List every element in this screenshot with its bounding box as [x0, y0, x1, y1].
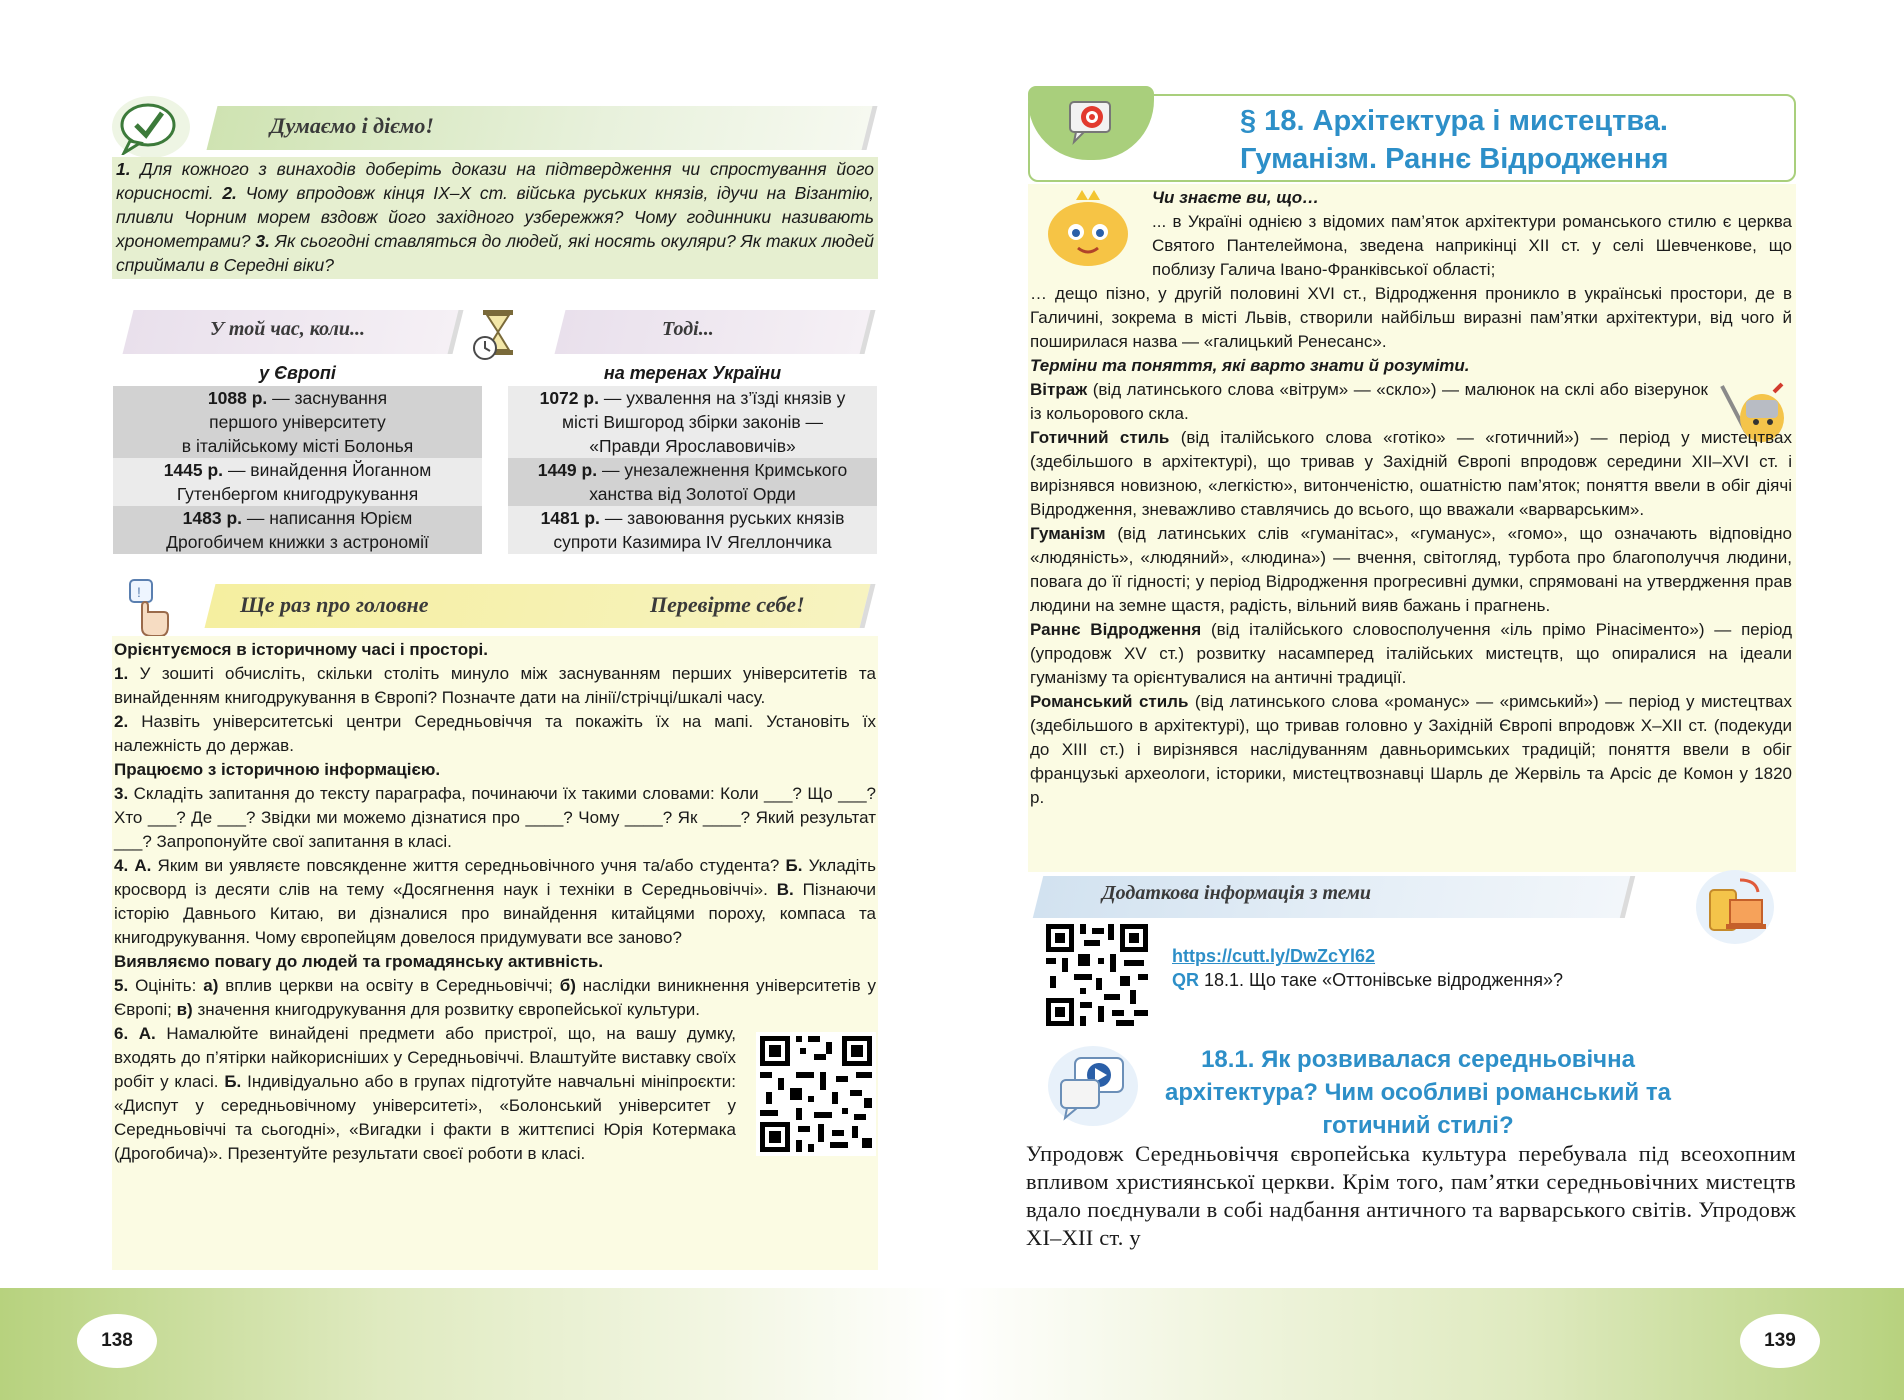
- resource-link[interactable]: https://cutt.ly/DwZcYl62: [1172, 946, 1376, 966]
- qr-code-left[interactable]: [756, 1032, 876, 1156]
- timeline-right-ribbon: [555, 310, 876, 354]
- think-header: Думаємо і діємо!: [270, 113, 434, 138]
- think-text-box: [112, 157, 878, 279]
- did-you-know-item: ... в Україні однією з відомих пам’яток архітектури романського стилю є церква Святого Пантелеймона, зведена наприкінці XII ст. у селі Шевченкове, що поблизу Галича Івано-Франківської області;: [1152, 212, 1792, 279]
- europe-heading: у Європі: [259, 363, 336, 383]
- question-6: 6. А. Намалюйте винайдені предмети або пристрої, що, на вашу думку, входять до п’ятірки найкорисніших у Середньовіччі. Влаштуйте виставку своїх робіт у класі. Б. Індивідуально або в групах підготуйте навчальні мініпроєкти: «Диспут у середньовічному університеті», «Болонський університет у Середньовіччі та сьогодні», «Вигадки і факти в життєписі Юрія Котермака (Дрогобича)». Презентуйте результати своєї роботи в класі.: [114, 1022, 876, 1166]
- term-item: Готичний стиль (від італійського слова «готіко» — «готичний») — період у мистецтвах (здебільшого в архітектурі), що тривав у Західній Європі впродовж середини XII–XVI ст. і вирізнявся новизною, «легкістю», витонченістю, ошатністю пам’яток; поняття ввели в обіг діячі Відродження, зневажливо ставлячись до всього, що вважали «варварським».: [1030, 428, 1792, 519]
- think-text: 1. Для кожного з винаходів доберіть докази на підтвердження чи спростування його корисності. 2. Чому впродовж кінця IX–X ст. війська руських князів, ідучи на Візантію, пливли Чорним морем вздовж його західного узбережжя? Чому годинники називають хронометрами? 3. Як сьогодні ставляться до людей, які носять окуляри? Як таких людей сприймали в Середні віки?: [116, 159, 874, 275]
- term-item: Гуманізм (від латинських слів «гуманітас», «гуманус», «гомо», що означають відповідно «людяність», «людяний», «людина») — вчення, світогляд, турбота про благополуччя людини, повага до її гідності; у період Відродження прогресивні думки, спрямовані на утвердження прав людини на земне щастя, радість, вільний вияв бажань і прагнень.: [1030, 524, 1792, 615]
- timeline-right-header: Тоді...: [662, 318, 714, 340]
- right-page: [952, 0, 1904, 1400]
- body-text: Упродовж Середньовіччя європейська культура перебувала під всеохопним впливом християнської церкви. Крім того, пам’ятки середньовічних мистецтв вдало поєднували в собі надбання античного та варварського світів. Упродовж XI–XII ст. у: [1026, 1141, 1796, 1250]
- term-item: Романський стиль (від латинського слова «романус» — «римський») — період у мистецтвах (здебільшого в архітектурі), що тривав головно у Західній Європі впродовж X–XII ст. (подекуди до XIII ст.) і вирізнявся наслідуванням давньоримських традицій; поняття ввели в обіг французькі археологи, історики, мистецтвознавці Шарль де Жервіль та Арсіс де Комон у 1820 р.: [1030, 692, 1793, 807]
- term-item: Вітраж (від латинського слова «вітрум» — «скло») — малюнок на склі або візерунок із кольорового скла.: [1030, 380, 1708, 423]
- europe-event: 1445 р. — винайдення Йоганном Гутенбергом книгодрукування: [113, 458, 482, 506]
- princess-mascot-icon: [1036, 186, 1140, 276]
- extra-info-header: Додаткова інформація з теми: [1102, 882, 1372, 904]
- review-header: Ще раз про головне: [240, 592, 429, 617]
- question-1: 1. У зошиті обчисліть, скільки століть минуло між заснуванням перших університетів та винайденням книгодрукування в Європі? Позначте дати на лінії/стрічці/шкалі часу.: [114, 664, 876, 707]
- review-heading-2: Працюємо з історичною інформацією.: [114, 760, 441, 779]
- review-box: [112, 636, 878, 1270]
- left-footer: [0, 1288, 952, 1400]
- right-footer: [952, 1288, 1904, 1400]
- laptop-phone-icon: [1696, 870, 1774, 944]
- ukraine-event: 1072 р. — ухвалення на з’їзді князів у місті Вишгород збірки законів — «Правди Ярославовичів»: [508, 386, 877, 458]
- did-you-know: [1152, 186, 1792, 282]
- qr-caption: QR 18.1. Що таке «Оттонівське відродження»?: [1172, 970, 1564, 990]
- term-item: Раннє Відродження (від італійського словосполучення «іль прімо Рінасіменто») — період (упродовж XV ст.) розвитку насамперед італійських мистецтв, що опиралися на ідеали гуманізму та орієнтувалися на античні традиції.: [1030, 620, 1792, 687]
- ukraine-event: 1481 р. — завоювання руських князів супроти Казимира IV Ягеллончика: [508, 506, 877, 554]
- europe-event: 1483 р. — написання Юрієм Дрогобичем книжки з астрономії: [113, 506, 482, 554]
- question-3: 3. Складіть запитання до тексту параграфа, починаючи їх такими словами: Коли ___? Що ___? Хто ___? Де ___? Звідки ми можемо дізнатися про ____? Чому ____? Як ____? Який результат ___? Запропонуйте свої запитання в класі.: [114, 784, 876, 851]
- check-header: Перевірте себе!: [650, 592, 805, 617]
- hourglass-clock-icon: [466, 304, 528, 364]
- ukraine-heading: на теренах України: [603, 363, 782, 383]
- chapter-title: § 18. Архітектура і мистецтва. Гуманізм. Раннє Відродження: [1240, 105, 1669, 175]
- qr-code-right[interactable]: [1044, 922, 1150, 1028]
- target-chat-icon: [1060, 94, 1122, 150]
- question-5: 5. Оцініть: а) вплив церкви на освіту в Середньовіччі; б) наслідки виникнення університетів у Європі; в) значення книгодрукування для розвитку європейської культури.: [114, 976, 877, 1019]
- section-title: 18.1. Як розвивалася середньовічна архітектура? Чим особливі романський та готичний стилі?: [1165, 1046, 1671, 1139]
- did-you-know-item: … дещо пізно, у другій половині XVI ст., Відродження проникло в українські простори, де в Галичині, зокрема в місті Львів, створили найбільш виразні пам’ятки архітектури, від чого й поширилася назва — «галицький Ренесанс».: [1030, 284, 1792, 351]
- svg-text:!: !: [137, 584, 141, 600]
- question-2: 2. Назвіть університетські центри Середньовіччя та покажіть їх на мапі. Установіть їх належність до держав.: [114, 712, 876, 755]
- question-4: 4. А. Яким ви уявляєте повсякденне життя середньовічного учня та/або студента? Б. Укладіть кросворд із десяти слів на тему «Досягнення наук і техніки в Середньовіччі». В. Пізнаючи історію Давнього Китаю, ви дізналися про винайдення китайцями пороху, компаса та книгодрукування. Чому європейцям довелося придумувати все заново?: [114, 856, 876, 947]
- review-heading-1: Орієнтуємося в історичному часі і просторі.: [114, 640, 488, 659]
- terms-title: Терміни та поняття, які варто знати й розуміти.: [1030, 356, 1470, 375]
- did-you-know-title: Чи знаєте ви, що…: [1152, 188, 1320, 207]
- page-number: 139: [1740, 1314, 1820, 1368]
- timeline-left-header: У той час, коли...: [210, 318, 365, 340]
- page-number: 138: [77, 1314, 157, 1368]
- ukraine-event: 1449 р. — унезалежнення Кримського ханства від Золотої Орди: [508, 458, 877, 506]
- checkmark-chat-icon: [112, 96, 190, 158]
- terms-list: [1030, 378, 1792, 810]
- video-chat-icon: [1048, 1046, 1138, 1126]
- europe-event: 1088 р. — заснування першого університету в італійському місті Болонья: [113, 386, 482, 458]
- pointing-hand-icon: [118, 576, 180, 638]
- review-heading-3: Виявляємо повагу до людей та громадянську активність.: [114, 952, 604, 971]
